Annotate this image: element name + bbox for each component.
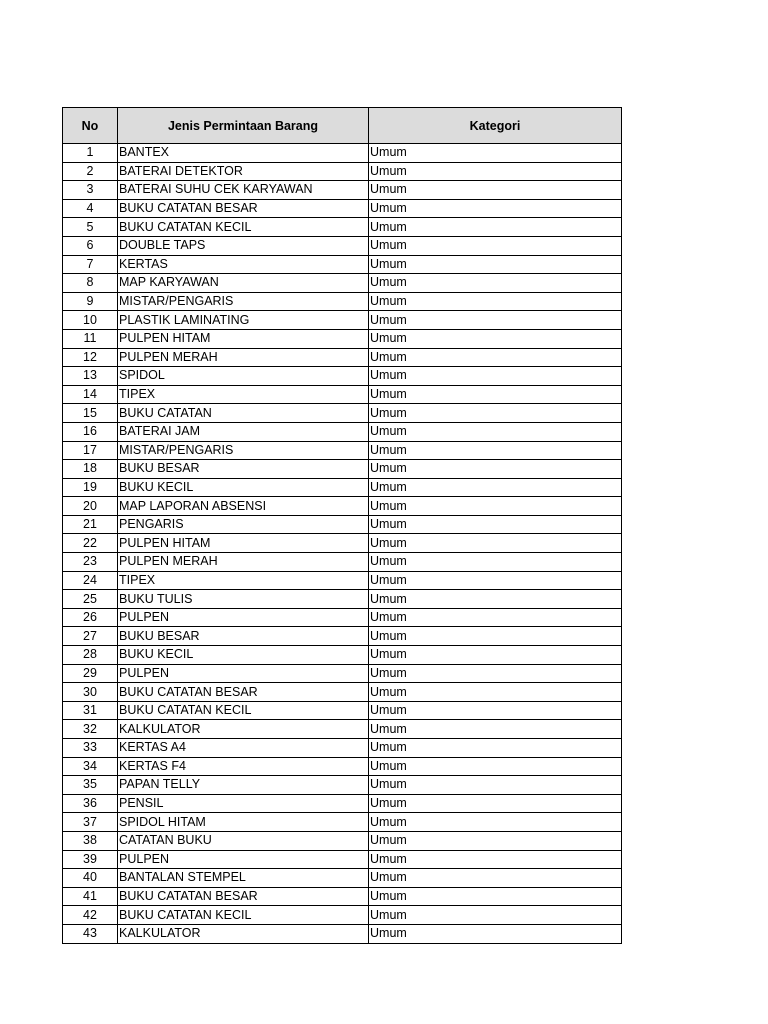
row-number-cell: 35 bbox=[63, 776, 118, 795]
category-cell: Umum bbox=[369, 329, 622, 348]
row-number-cell: 40 bbox=[63, 869, 118, 888]
item-name-cell: PULPEN MERAH bbox=[118, 348, 369, 367]
table-row bbox=[63, 478, 622, 497]
table-row bbox=[63, 329, 622, 348]
table-row bbox=[63, 590, 622, 609]
item-name-cell: PAPAN TELLY bbox=[118, 776, 369, 795]
item-name-cell: BUKU CATATAN bbox=[118, 404, 369, 423]
header-no: No bbox=[63, 108, 118, 144]
header-item-type: Jenis Permintaan Barang bbox=[118, 108, 369, 144]
category-cell: Umum bbox=[369, 199, 622, 218]
table-row bbox=[63, 869, 622, 888]
item-name-cell: BUKU BESAR bbox=[118, 627, 369, 646]
item-name-cell: BANTALAN STEMPEL bbox=[118, 869, 369, 888]
item-name-cell: TIPEX bbox=[118, 385, 369, 404]
table-row bbox=[63, 292, 622, 311]
table-header-row bbox=[63, 108, 622, 144]
item-name-cell: PULPEN bbox=[118, 850, 369, 869]
category-cell: Umum bbox=[369, 571, 622, 590]
table-row bbox=[63, 553, 622, 572]
table-row bbox=[63, 144, 622, 163]
row-number-cell: 22 bbox=[63, 534, 118, 553]
row-number-cell: 18 bbox=[63, 460, 118, 479]
category-cell: Umum bbox=[369, 646, 622, 665]
item-name-cell: MAP KARYAWAN bbox=[118, 274, 369, 293]
row-number-cell: 26 bbox=[63, 608, 118, 627]
header-category: Kategori bbox=[369, 108, 622, 144]
category-cell: Umum bbox=[369, 757, 622, 776]
category-cell: Umum bbox=[369, 906, 622, 925]
row-number-cell: 4 bbox=[63, 199, 118, 218]
table-row bbox=[63, 776, 622, 795]
item-name-cell: DOUBLE TAPS bbox=[118, 236, 369, 255]
category-cell: Umum bbox=[369, 739, 622, 758]
row-number-cell: 38 bbox=[63, 831, 118, 850]
table-row bbox=[63, 367, 622, 386]
item-name-cell: BUKU BESAR bbox=[118, 460, 369, 479]
item-name-cell: KERTAS A4 bbox=[118, 739, 369, 758]
table-row bbox=[63, 404, 622, 423]
table-row bbox=[63, 739, 622, 758]
table-row bbox=[63, 218, 622, 237]
category-cell: Umum bbox=[369, 776, 622, 795]
row-number-cell: 10 bbox=[63, 311, 118, 330]
row-number-cell: 28 bbox=[63, 646, 118, 665]
category-cell: Umum bbox=[369, 608, 622, 627]
table-row bbox=[63, 887, 622, 906]
table-row bbox=[63, 460, 622, 479]
row-number-cell: 20 bbox=[63, 497, 118, 516]
row-number-cell: 3 bbox=[63, 181, 118, 200]
category-cell: Umum bbox=[369, 404, 622, 423]
table-row bbox=[63, 627, 622, 646]
category-cell: Umum bbox=[369, 255, 622, 274]
row-number-cell: 1 bbox=[63, 144, 118, 163]
row-number-cell: 11 bbox=[63, 329, 118, 348]
row-number-cell: 16 bbox=[63, 422, 118, 441]
row-number-cell: 36 bbox=[63, 794, 118, 813]
request-items-table bbox=[62, 107, 622, 944]
category-cell: Umum bbox=[369, 292, 622, 311]
category-cell: Umum bbox=[369, 664, 622, 683]
table-row bbox=[63, 571, 622, 590]
item-name-cell: TIPEX bbox=[118, 571, 369, 590]
category-cell: Umum bbox=[369, 534, 622, 553]
table-row bbox=[63, 608, 622, 627]
table-row bbox=[63, 664, 622, 683]
row-number-cell: 27 bbox=[63, 627, 118, 646]
row-number-cell: 6 bbox=[63, 236, 118, 255]
item-name-cell: PULPEN HITAM bbox=[118, 329, 369, 348]
table-row bbox=[63, 385, 622, 404]
item-name-cell: SPIDOL HITAM bbox=[118, 813, 369, 832]
category-cell: Umum bbox=[369, 218, 622, 237]
item-name-cell: PULPEN bbox=[118, 664, 369, 683]
table-row bbox=[63, 162, 622, 181]
item-name-cell: BUKU KECIL bbox=[118, 478, 369, 497]
category-cell: Umum bbox=[369, 478, 622, 497]
category-cell: Umum bbox=[369, 162, 622, 181]
table-row bbox=[63, 441, 622, 460]
table-row bbox=[63, 813, 622, 832]
row-number-cell: 29 bbox=[63, 664, 118, 683]
category-cell: Umum bbox=[369, 236, 622, 255]
item-name-cell: KALKULATOR bbox=[118, 924, 369, 943]
item-name-cell: BUKU KECIL bbox=[118, 646, 369, 665]
item-name-cell: PLASTIK LAMINATING bbox=[118, 311, 369, 330]
row-number-cell: 9 bbox=[63, 292, 118, 311]
table-row bbox=[63, 534, 622, 553]
item-name-cell: PULPEN bbox=[118, 608, 369, 627]
table-row bbox=[63, 199, 622, 218]
item-name-cell: PENGARIS bbox=[118, 515, 369, 534]
item-name-cell: PENSIL bbox=[118, 794, 369, 813]
row-number-cell: 25 bbox=[63, 590, 118, 609]
table-row bbox=[63, 683, 622, 702]
table-row bbox=[63, 924, 622, 943]
table-row bbox=[63, 794, 622, 813]
category-cell: Umum bbox=[369, 720, 622, 739]
table-row bbox=[63, 274, 622, 293]
category-cell: Umum bbox=[369, 422, 622, 441]
table-row bbox=[63, 831, 622, 850]
row-number-cell: 8 bbox=[63, 274, 118, 293]
item-name-cell: SPIDOL bbox=[118, 367, 369, 386]
item-name-cell: CATATAN BUKU bbox=[118, 831, 369, 850]
item-name-cell: BANTEX bbox=[118, 144, 369, 163]
category-cell: Umum bbox=[369, 590, 622, 609]
item-name-cell: BUKU CATATAN BESAR bbox=[118, 199, 369, 218]
item-name-cell: MISTAR/PENGARIS bbox=[118, 292, 369, 311]
item-name-cell: KALKULATOR bbox=[118, 720, 369, 739]
category-cell: Umum bbox=[369, 348, 622, 367]
row-number-cell: 42 bbox=[63, 906, 118, 925]
row-number-cell: 2 bbox=[63, 162, 118, 181]
table-row bbox=[63, 181, 622, 200]
row-number-cell: 7 bbox=[63, 255, 118, 274]
category-cell: Umum bbox=[369, 813, 622, 832]
table-row bbox=[63, 236, 622, 255]
table-row bbox=[63, 515, 622, 534]
item-name-cell: BATERAI JAM bbox=[118, 422, 369, 441]
row-number-cell: 13 bbox=[63, 367, 118, 386]
item-name-cell: MAP LAPORAN ABSENSI bbox=[118, 497, 369, 516]
category-cell: Umum bbox=[369, 794, 622, 813]
row-number-cell: 43 bbox=[63, 924, 118, 943]
item-name-cell: BUKU CATATAN KECIL bbox=[118, 906, 369, 925]
row-number-cell: 37 bbox=[63, 813, 118, 832]
category-cell: Umum bbox=[369, 274, 622, 293]
category-cell: Umum bbox=[369, 497, 622, 516]
category-cell: Umum bbox=[369, 181, 622, 200]
category-cell: Umum bbox=[369, 441, 622, 460]
category-cell: Umum bbox=[369, 367, 622, 386]
row-number-cell: 21 bbox=[63, 515, 118, 534]
table-row bbox=[63, 850, 622, 869]
category-cell: Umum bbox=[369, 831, 622, 850]
item-name-cell: KERTAS F4 bbox=[118, 757, 369, 776]
row-number-cell: 15 bbox=[63, 404, 118, 423]
table-row bbox=[63, 757, 622, 776]
category-cell: Umum bbox=[369, 144, 622, 163]
category-cell: Umum bbox=[369, 924, 622, 943]
row-number-cell: 14 bbox=[63, 385, 118, 404]
table-row bbox=[63, 906, 622, 925]
category-cell: Umum bbox=[369, 869, 622, 888]
table-row bbox=[63, 422, 622, 441]
item-name-cell: BUKU CATATAN KECIL bbox=[118, 701, 369, 720]
item-name-cell: KERTAS bbox=[118, 255, 369, 274]
category-cell: Umum bbox=[369, 701, 622, 720]
item-name-cell: PULPEN MERAH bbox=[118, 553, 369, 572]
row-number-cell: 24 bbox=[63, 571, 118, 590]
item-name-cell: BUKU TULIS bbox=[118, 590, 369, 609]
category-cell: Umum bbox=[369, 515, 622, 534]
row-number-cell: 33 bbox=[63, 739, 118, 758]
item-name-cell: MISTAR/PENGARIS bbox=[118, 441, 369, 460]
table-body bbox=[63, 144, 622, 944]
table-row bbox=[63, 646, 622, 665]
category-cell: Umum bbox=[369, 460, 622, 479]
row-number-cell: 23 bbox=[63, 553, 118, 572]
item-name-cell: BUKU CATATAN BESAR bbox=[118, 683, 369, 702]
row-number-cell: 39 bbox=[63, 850, 118, 869]
row-number-cell: 32 bbox=[63, 720, 118, 739]
row-number-cell: 5 bbox=[63, 218, 118, 237]
row-number-cell: 34 bbox=[63, 757, 118, 776]
item-name-cell: PULPEN HITAM bbox=[118, 534, 369, 553]
row-number-cell: 31 bbox=[63, 701, 118, 720]
table-row bbox=[63, 348, 622, 367]
category-cell: Umum bbox=[369, 683, 622, 702]
row-number-cell: 12 bbox=[63, 348, 118, 367]
item-name-cell: BATERAI SUHU CEK KARYAWAN bbox=[118, 181, 369, 200]
category-cell: Umum bbox=[369, 553, 622, 572]
row-number-cell: 41 bbox=[63, 887, 118, 906]
category-cell: Umum bbox=[369, 850, 622, 869]
row-number-cell: 17 bbox=[63, 441, 118, 460]
category-cell: Umum bbox=[369, 887, 622, 906]
table-row bbox=[63, 311, 622, 330]
item-name-cell: BUKU CATATAN KECIL bbox=[118, 218, 369, 237]
category-cell: Umum bbox=[369, 627, 622, 646]
row-number-cell: 19 bbox=[63, 478, 118, 497]
row-number-cell: 30 bbox=[63, 683, 118, 702]
category-cell: Umum bbox=[369, 311, 622, 330]
table-row bbox=[63, 701, 622, 720]
category-cell: Umum bbox=[369, 385, 622, 404]
item-name-cell: BUKU CATATAN BESAR bbox=[118, 887, 369, 906]
table-row bbox=[63, 497, 622, 516]
table-row bbox=[63, 255, 622, 274]
table-row bbox=[63, 720, 622, 739]
item-name-cell: BATERAI DETEKTOR bbox=[118, 162, 369, 181]
